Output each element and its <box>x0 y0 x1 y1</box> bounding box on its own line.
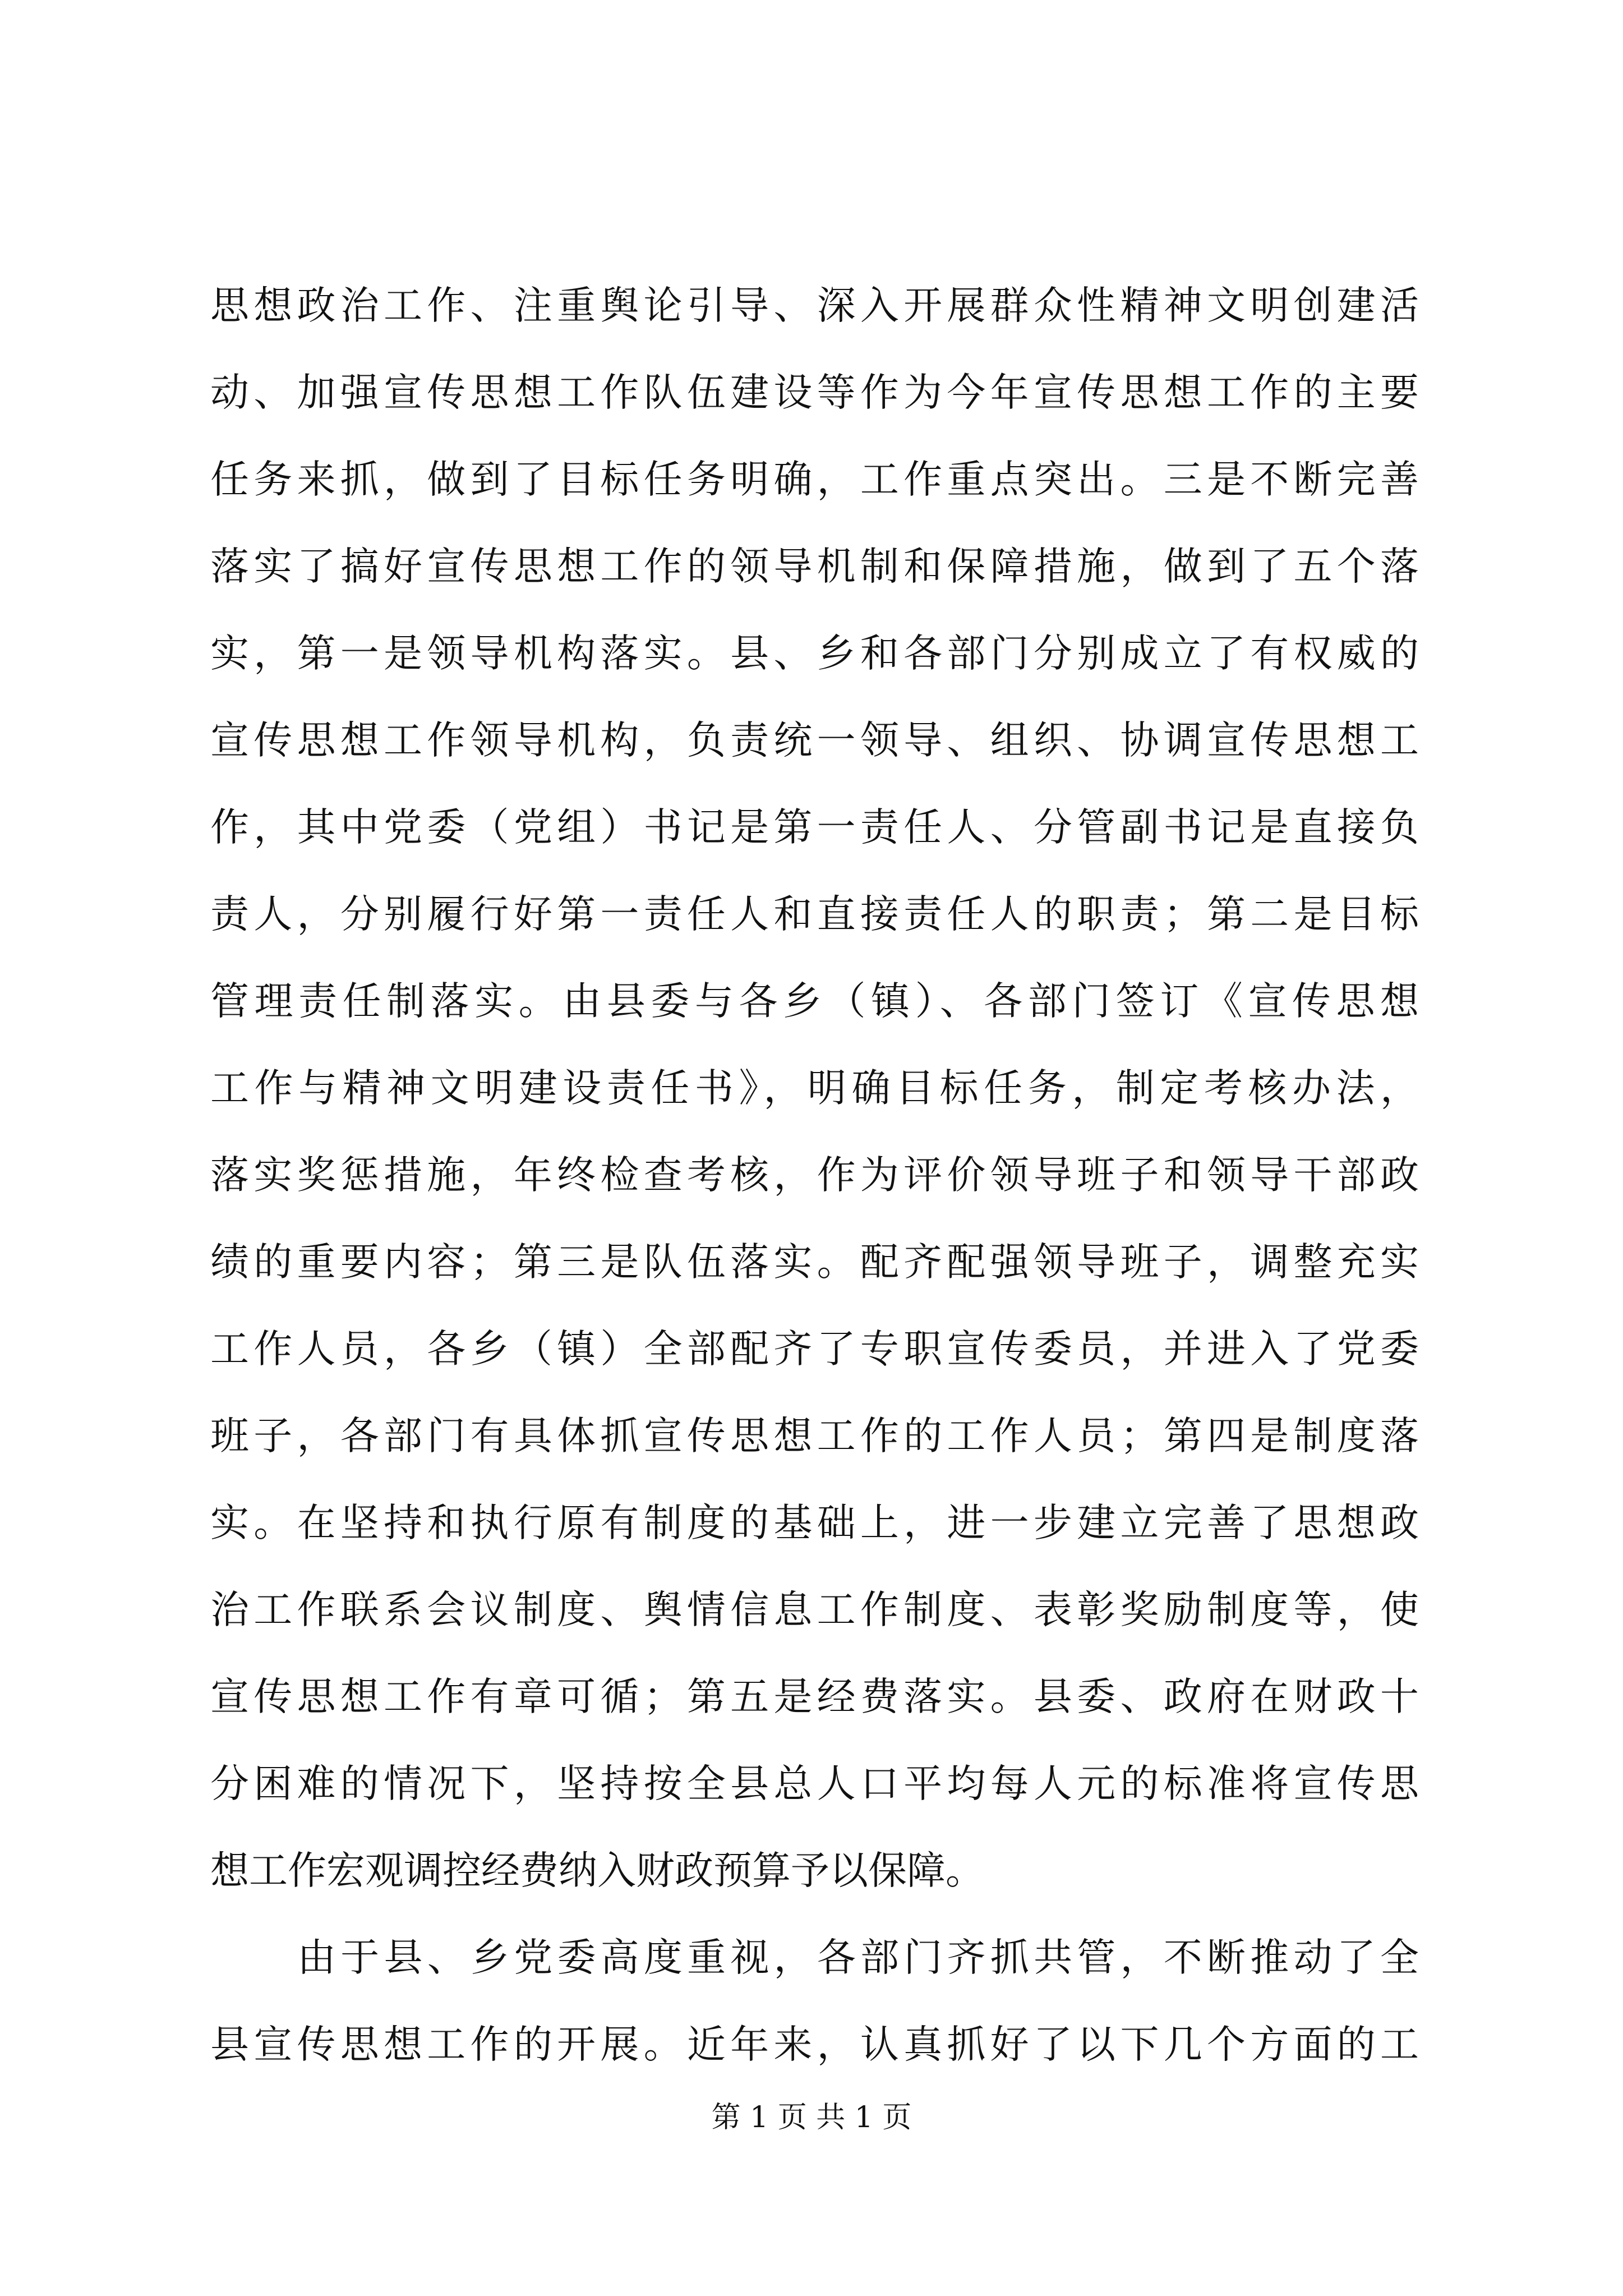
text-line: 治工作联系会议制度、舆情信息工作制度、表彰奖励制度等，使 <box>210 1588 1419 1632</box>
text-line: 宣传思想工作有章可循；第五是经费落实。县委、政府在财政十 <box>210 1674 1419 1719</box>
text-line: 动、加强宣传思想工作队伍建设等作为今年宣传思想工作的主要 <box>210 370 1419 415</box>
text-line: 班子，各部门有具体抓宣传思想工作的工作人员；第四是制度落 <box>210 1414 1419 1458</box>
text-line: 作，其中党委（党组）书记是第一责任人、分管副书记是直接负 <box>210 805 1419 850</box>
document-body <box>210 263 1419 2088</box>
text-line: 宣传思想工作领导机构，负责统一领导、组织、协调宣传思想工 <box>210 718 1419 763</box>
text-line: 县宣传思想工作的开展。近年来，认真抓好了以下几个方面的工 <box>210 2022 1419 2067</box>
text-line: 任务来抓，做到了目标任务明确，工作重点突出。三是不断完善 <box>210 457 1419 502</box>
text-line: 分困难的情况下，坚持按全县总人口平均每人元的标准将宣传思 <box>210 1761 1419 1806</box>
page-footer: 第 1 页 共 1 页 <box>711 2101 912 2134</box>
text-line: 落实奖惩措施，年终检查考核，作为评价领导班子和领导干部政 <box>210 1153 1419 1198</box>
text-line: 思想政治工作、注重舆论引导、深入开展群众性精神文明创建活 <box>210 283 1419 328</box>
text-line: 管理责任制落实。由县委与各乡（镇）、各部门签订《宣传思想 <box>210 979 1419 1024</box>
text-line: 绩的重要内容；第三是队伍落实。配齐配强领导班子，调整充实 <box>210 1240 1419 1285</box>
text-line: 工作与精神文明建设责任书》，明确目标任务，制定考核办法， <box>210 1066 1419 1111</box>
paragraph-first-line: 由于县、乡党委高度重视，各部门齐抓共管，不断推动了全 <box>297 1935 1419 1980</box>
text-line: 责人，分别履行好第一责任人和直接责任人的职责；第二是目标 <box>210 892 1419 937</box>
text-line: 想工作宏观调控经费纳入财政预算予以保障。 <box>210 1848 984 1893</box>
text-line: 实。在坚持和执行原有制度的基础上，进一步建立完善了思想政 <box>210 1501 1419 1545</box>
text-line: 实，第一是领导机构落实。县、乡和各部门分别成立了有权威的 <box>210 631 1419 676</box>
text-line: 工作人员，各乡（镇）全部配齐了专职宣传委员，并进入了党委 <box>210 1327 1419 1372</box>
text-line: 落实了搞好宣传思想工作的领导机制和保障措施，做到了五个落 <box>210 544 1419 589</box>
